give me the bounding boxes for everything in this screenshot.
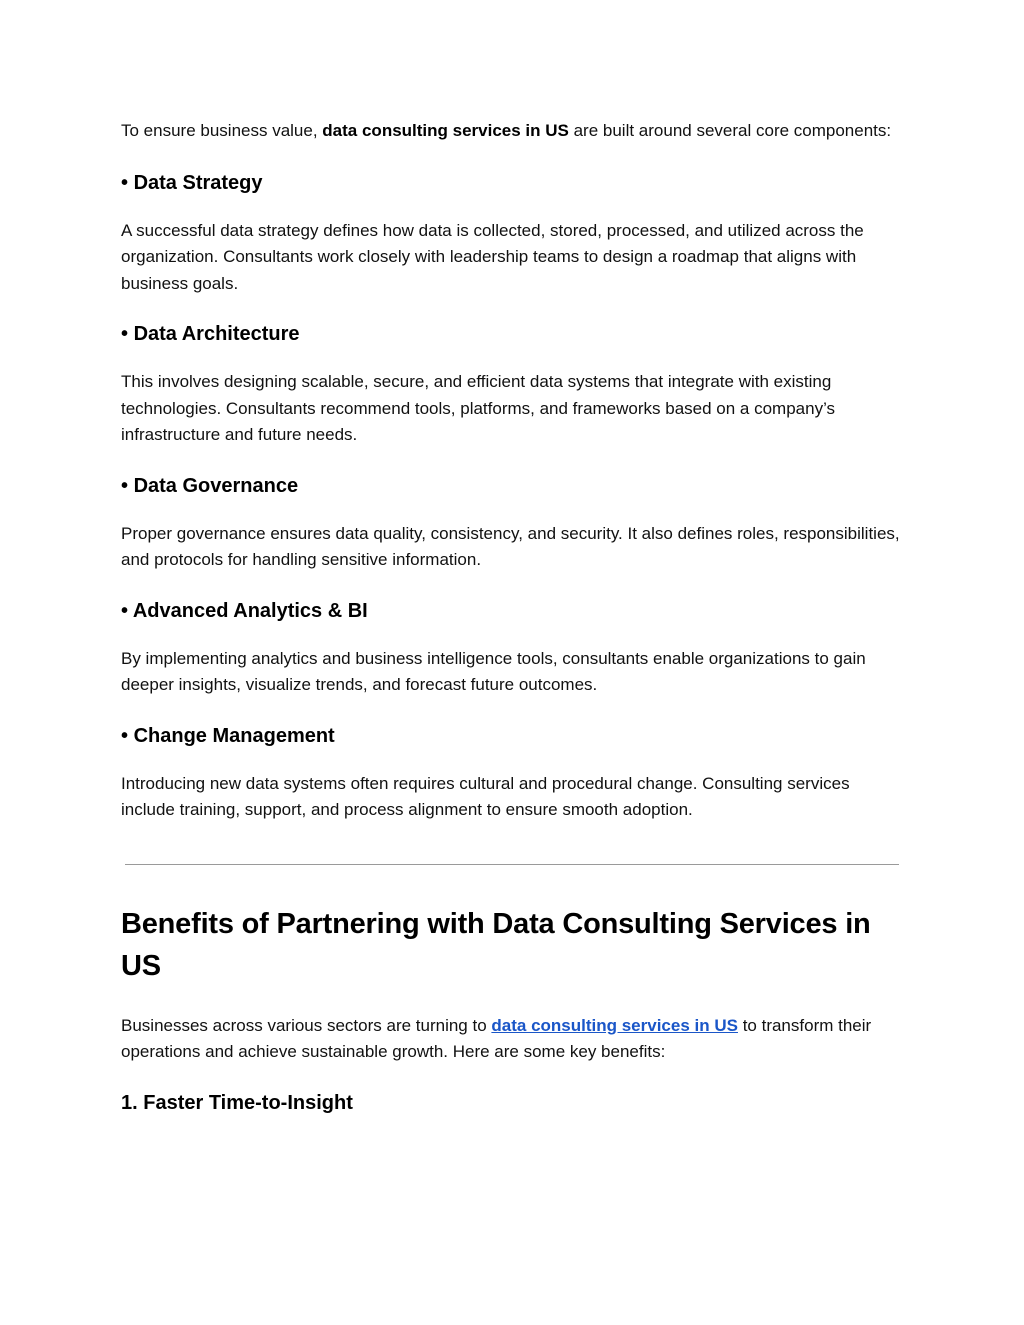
component-title: Data Architecture [133, 323, 300, 345]
component-heading-data-architecture [121, 321, 901, 347]
benefits-intro-after: to transform their operations and achieve sustainable growth. Here are some key benefits: [121, 1015, 872, 1061]
component-text-data-architecture: This involves designing scalable, secure, and efficient data systems that integrate with existing technologies. Consultants recommend tools, platforms, and frameworks based on a company’s infrastructure and future needs. [121, 372, 836, 444]
component-title: Advanced Analytics & BI [132, 599, 368, 622]
component-heading-change-management [121, 723, 901, 749]
benefits-intro-before: Businesses across various sectors are turning to [121, 1015, 492, 1035]
benefits-intro-paragraph [121, 1013, 901, 1066]
benefit-heading-faster-time-to-insight: 1. Faster Time-to-Insight [121, 1091, 353, 1114]
component-title: Data Strategy [133, 171, 263, 194]
document-page [121, 118, 901, 1116]
component-text-change-management: Introducing new data systems often requires cultural and procedural change. Consulting services include training, support, and process alignment to ensure smooth adoption. [121, 773, 850, 819]
component-heading-data-governance [121, 473, 901, 499]
component-text-data-governance: Proper governance ensures data quality, consistency, and security. It also defines roles, responsibilities, and protocols for handling sensitive information. [121, 523, 900, 569]
component-heading-data-strategy [121, 170, 901, 196]
component-title: Data Governance [133, 474, 299, 497]
bullet-icon: • [121, 724, 129, 747]
intro-text-before: To ensure business value, [121, 121, 323, 140]
bullet-icon: • [121, 599, 129, 622]
component-text-data-strategy: A successful data strategy defines how data is collected, stored, processed, and utilized across the organization. Consultants work closely with leadership teams to design a roadmap that aligns with business goals. [121, 220, 864, 293]
section-divider [125, 864, 899, 865]
component-title: Change Management [133, 724, 335, 747]
bullet-icon: • [121, 474, 129, 497]
data-consulting-services-link[interactable]: data consulting services in US [491, 1015, 738, 1035]
intro-bold-phrase: data consulting services in US [322, 121, 569, 140]
bullet-icon: • [121, 171, 129, 194]
bullet-icon: • [121, 323, 129, 345]
intro-text-after: are built around several core components: [568, 121, 892, 140]
component-heading-analytics-bi [121, 598, 901, 624]
benefits-heading: Benefits of Partnering with Data Consulting Services in US [121, 907, 871, 982]
intro-paragraph [121, 118, 901, 145]
component-text-analytics-bi: By implementing analytics and business intelligence tools, consultants enable organizations to gain deeper insights, visualize trends, and forecast future outcomes. [121, 648, 866, 694]
